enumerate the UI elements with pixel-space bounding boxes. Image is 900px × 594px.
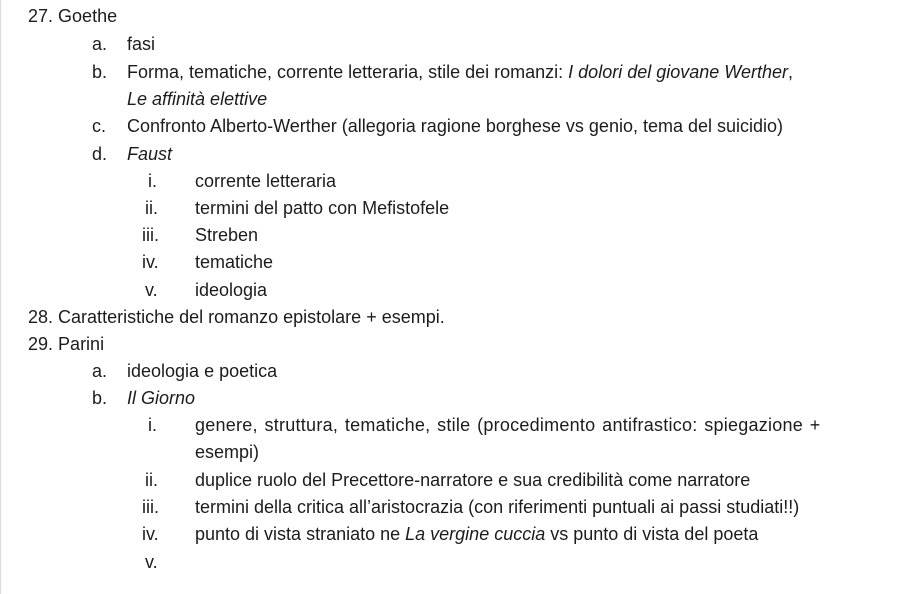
item-marker: ii. bbox=[145, 470, 158, 490]
item-number: 29. bbox=[28, 334, 54, 354]
item-text: genere, struttura, tematiche, stile (procedimento antifrastico: spiegazione + bbox=[195, 415, 821, 435]
item-text: ideologia e poetica bbox=[127, 361, 278, 381]
item-marker: a. bbox=[92, 34, 108, 54]
work-title: I dolori del giovane Werther bbox=[568, 62, 788, 82]
text-segment: vs punto di vista del poeta bbox=[545, 524, 759, 544]
item-text: esempi) bbox=[195, 442, 260, 462]
item-marker: iv. bbox=[142, 524, 159, 544]
item-marker: a. bbox=[92, 361, 108, 381]
item-marker: c. bbox=[92, 116, 107, 136]
item-text: ideologia bbox=[195, 280, 268, 300]
list-item-28 bbox=[28, 306, 445, 328]
item-text bbox=[195, 523, 758, 545]
work-title: Faust bbox=[127, 144, 173, 164]
item-text: corrente letteraria bbox=[195, 171, 337, 191]
text-segment: punto di vista straniato ne bbox=[195, 524, 406, 544]
item-marker: iii. bbox=[142, 225, 159, 245]
item-marker: b. bbox=[92, 62, 108, 82]
item-marker: iv. bbox=[142, 252, 159, 272]
list-item-27 bbox=[28, 5, 117, 27]
item-marker: v. bbox=[145, 552, 158, 572]
item-text: Confronto Alberto-Werther (allegoria ragione borghese vs genio, tema del suicidio) bbox=[127, 116, 784, 136]
item-marker: b. bbox=[92, 388, 108, 408]
item-marker: i. bbox=[148, 171, 157, 191]
item-text: tematiche bbox=[195, 252, 274, 272]
item-title: Parini bbox=[58, 334, 105, 354]
item-text: fasi bbox=[127, 34, 156, 54]
item-text: termini del patto con Mefistofele bbox=[195, 198, 450, 218]
work-title: Le affinità elettive bbox=[127, 89, 268, 109]
item-marker: v. bbox=[145, 280, 158, 300]
item-text: termini della critica all’aristocrazia (con riferimenti puntuali ai passi studiati!!) bbox=[195, 497, 800, 517]
item-number: 27. bbox=[28, 6, 54, 26]
item-marker: iii. bbox=[142, 497, 159, 517]
item-number: 28. bbox=[28, 307, 54, 327]
page-edge bbox=[0, 0, 1, 594]
item-marker: i. bbox=[148, 415, 157, 435]
item-title: Goethe bbox=[58, 6, 118, 26]
item-text bbox=[127, 61, 793, 83]
text-segment: , bbox=[787, 62, 793, 82]
text-segment: Forma, tematiche, corrente letteraria, stile dei romanzi: bbox=[127, 62, 569, 82]
item-text: duplice ruolo del Precettore-narratore e sua credibilità come narratore bbox=[195, 470, 751, 490]
work-title: Il Giorno bbox=[127, 388, 196, 408]
work-title: La vergine cuccia bbox=[405, 524, 546, 544]
item-marker: d. bbox=[92, 144, 108, 164]
item-text: Streben bbox=[195, 225, 259, 245]
list-item-29 bbox=[28, 333, 104, 355]
item-marker: ii. bbox=[145, 198, 158, 218]
item-title: Caratteristiche del romanzo epistolare + esempi. bbox=[58, 307, 445, 327]
